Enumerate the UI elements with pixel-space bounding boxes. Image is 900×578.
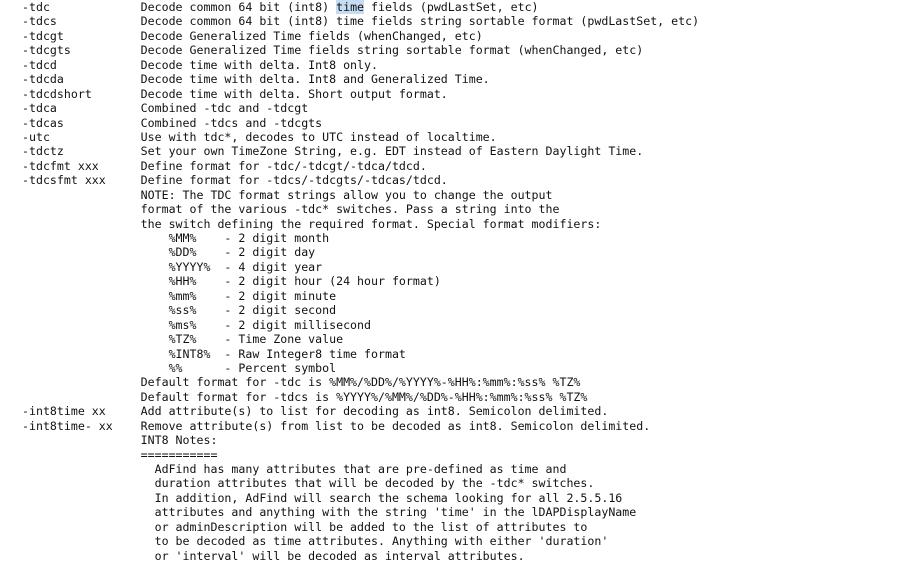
text-line: -tdcs Decode common 64 bit (int8) time fields string sortable format (pwdLastSet, etc) [22, 14, 700, 29]
text-line: -tdcfmt xxx Define format for -tdc/-tdcgt/-tdca/tdcd. [22, 158, 427, 173]
text-line: or 'interval' will be decoded as interval attributes. [22, 548, 525, 563]
text-line: -tdcgt Decode Generalized Time fields (whenChanged, etc) [22, 28, 483, 43]
text-line: -tdcdshort Decode time with delta. Short output format. [22, 86, 448, 101]
text-line: or adminDescription will be added to the list of attributes to [22, 519, 588, 534]
text-line: -tdcsfmt xxx Define format for -tdcs/-tdcgts/-tdcas/tdcd. [22, 173, 448, 188]
text-line: INT8 Notes: [22, 433, 218, 448]
text-line: -int8time- xx Remove attribute(s) from list to be decoded as int8. Semicolon delimited. [22, 418, 651, 433]
text-line: -tdca Combined -tdc and -tdcgt [22, 101, 309, 116]
help-text [22, 0, 699, 563]
text-line: In addition, AdFind will search the schema looking for all 2.5.5.16 [22, 490, 623, 505]
text-line: Default format for -tdc is %MM%/%DD%/%YYYY%-%HH%:%mm%:%ss% %TZ% [22, 375, 581, 390]
text-line: the switch defining the required format. Special format modifiers: [22, 216, 602, 231]
text-line: -tdcgts Decode Generalized Time fields string sortable format (whenChanged, etc) [22, 43, 644, 58]
selected-text[interactable]: time [336, 0, 365, 14]
text-line: %ss% - 2 digit second [22, 303, 337, 318]
text-line: -tdcd Decode time with delta. Int8 only. [22, 57, 378, 72]
text-line: %HH% - 2 digit hour (24 hour format) [22, 274, 441, 289]
text-line: to be decoded as time attributes. Anything with either 'duration' [22, 534, 609, 549]
text-line: AdFind has many attributes that are pre-defined as time and [22, 462, 567, 476]
line-segment: fields (pwdLastSet, etc) [364, 0, 539, 14]
text-line: %ms% - 2 digit millisecond [22, 317, 372, 332]
text-line [22, 0, 699, 14]
text-line: =========== [22, 447, 218, 462]
text-line: NOTE: The TDC format strings allow you to change the output [22, 187, 553, 202]
text-line: %INT8% - Raw Integer8 time format [22, 346, 406, 361]
text-line: -tdcda Decode time with delta. Int8 and Generalized Time. [22, 72, 490, 87]
text-line: -int8time xx Add attribute(s) to list for decoding as int8. Semicolon delimited. [22, 404, 609, 419]
text-line: %% - Percent symbol [22, 360, 337, 375]
text-line: Default format for -tdcs is %YYYY%/%MM%/%DD%-%HH%:%mm%:%ss% %TZ% [22, 389, 588, 404]
text-line: -tdctz Set your own TimeZone String, e.g. EDT instead of Eastern Daylight Time. [22, 144, 644, 159]
text-line: -tdcas Combined -tdcs and -tdcgts [22, 115, 323, 130]
text-line: %YYYY% - 4 digit year [22, 259, 323, 274]
text-line: %TZ% - Time Zone value [22, 332, 344, 347]
text-line: format of the various -tdc* switches. Pass a string into the [22, 202, 560, 217]
text-line: attributes and anything with the string 'time' in the lDAPDisplayName [22, 505, 637, 520]
text-line: %mm% - 2 digit minute [22, 288, 337, 303]
text-line: -utc Use with tdc*, decodes to UTC instead of localtime. [22, 129, 497, 144]
text-line: %MM% - 2 digit month [22, 231, 330, 245]
line-segment: -tdc Decode common 64 bit (int8) [22, 0, 337, 14]
text-line: duration attributes that will be decoded by the -tdc* switches. [22, 476, 595, 491]
text-line: %DD% - 2 digit day [22, 245, 316, 260]
